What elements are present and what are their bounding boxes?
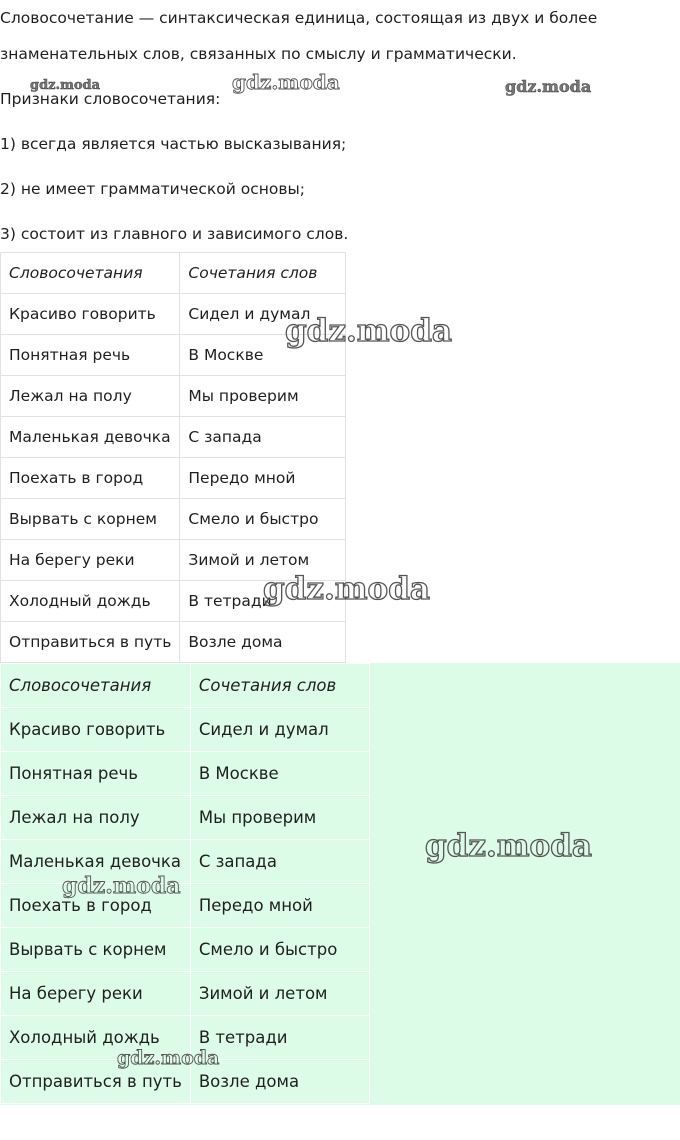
- table-row: [1, 796, 370, 840]
- phrase-cell: На берегу реки: [1, 972, 191, 1016]
- table-row: [1, 458, 346, 499]
- definition-line-1: Словосочетание — синтаксическая единица, состоящая из двух и более: [0, 9, 598, 27]
- phrases-table: [0, 252, 346, 663]
- watermark: gdz.moda: [263, 571, 430, 607]
- table-row: [1, 417, 346, 458]
- phrase-cell: Холодный дождь: [1, 581, 180, 622]
- watermark: gdz.moda: [30, 78, 101, 93]
- table-body: [1, 253, 346, 663]
- phrase-cell: Красиво говорить: [1, 294, 180, 335]
- phrase-cell: Понятная речь: [1, 335, 180, 376]
- table-row: [1, 884, 370, 928]
- word-combination-cell: Сидел и думал: [180, 294, 346, 335]
- table-row: [1, 1060, 370, 1104]
- word-combination-cell: Мы проверим: [190, 796, 369, 840]
- phrase-cell: Вырвать с корнем: [1, 928, 191, 972]
- feature-item-2: 2) не имеет грамматической основы;: [0, 180, 305, 198]
- table-header-row: [1, 664, 370, 708]
- table-body: [1, 664, 370, 1104]
- definition-line-2: знаменательных слов, связанных по смыслу и грамматически.: [0, 45, 517, 63]
- word-combination-cell: В тетради: [190, 1016, 369, 1060]
- phrase-cell: Маленькая девочка: [1, 417, 180, 458]
- word-combination-cell: Смело и быстро: [180, 499, 346, 540]
- word-combination-cell: Возле дома: [180, 622, 346, 663]
- word-combination-cell: С запада: [190, 840, 369, 884]
- table-row: [1, 928, 370, 972]
- word-combination-cell: Сидел и думал: [190, 708, 369, 752]
- table-row: [1, 376, 346, 417]
- word-combination-cell: Передо мной: [180, 458, 346, 499]
- phrase-cell: На берегу реки: [1, 540, 180, 581]
- phrase-cell: Поехать в город: [1, 884, 191, 928]
- highlighted-phrases-table: [0, 663, 370, 1104]
- feature-item-3: 3) состоит из главного и зависимого слов.: [0, 225, 349, 243]
- table-row: [1, 335, 346, 376]
- phrase-cell: Отправиться в путь: [1, 622, 180, 663]
- word-combination-cell: В тетради: [180, 581, 346, 622]
- table-row: [1, 294, 346, 335]
- table-row: [1, 1016, 370, 1060]
- column-header: Сочетания слов: [190, 664, 369, 708]
- word-combination-cell: Смело и быстро: [190, 928, 369, 972]
- table-row: [1, 581, 346, 622]
- table-row: [1, 540, 346, 581]
- word-combination-cell: Зимой и летом: [180, 540, 346, 581]
- table-row: [1, 708, 370, 752]
- word-combination-cell: Передо мной: [190, 884, 369, 928]
- column-header: Словосочетания: [1, 664, 191, 708]
- phrase-cell: Лежал на полу: [1, 376, 180, 417]
- phrase-cell: Красиво говорить: [1, 708, 191, 752]
- watermark: gdz.moda: [505, 77, 592, 96]
- phrase-cell: Холодный дождь: [1, 1016, 191, 1060]
- feature-item-1: 1) всегда является частью высказывания;: [0, 135, 347, 153]
- watermark: gdz.moda: [285, 313, 452, 349]
- phrase-cell: Поехать в город: [1, 458, 180, 499]
- phrase-cell: Понятная речь: [1, 752, 191, 796]
- features-title: Признаки словосочетания:: [0, 90, 221, 108]
- word-combination-cell: В Москве: [190, 752, 369, 796]
- phrase-cell: Лежал на полу: [1, 796, 191, 840]
- phrase-cell: Маленькая девочка: [1, 840, 191, 884]
- word-combination-cell: В Москве: [180, 335, 346, 376]
- watermark: gdz.moda: [232, 70, 340, 94]
- column-header: Словосочетания: [1, 253, 180, 294]
- table-row: [1, 622, 346, 663]
- phrase-cell: Вырвать с корнем: [1, 499, 180, 540]
- word-combination-cell: Возле дома: [190, 1060, 369, 1104]
- table-row: [1, 840, 370, 884]
- table-row: [1, 972, 370, 1016]
- table-header-row: [1, 253, 346, 294]
- word-combination-cell: С запада: [180, 417, 346, 458]
- phrase-cell: Отправиться в путь: [1, 1060, 191, 1104]
- word-combination-cell: Мы проверим: [180, 376, 346, 417]
- word-combination-cell: Зимой и летом: [190, 972, 369, 1016]
- column-header: Сочетания слов: [180, 253, 346, 294]
- table-row: [1, 752, 370, 796]
- table-row: [1, 499, 346, 540]
